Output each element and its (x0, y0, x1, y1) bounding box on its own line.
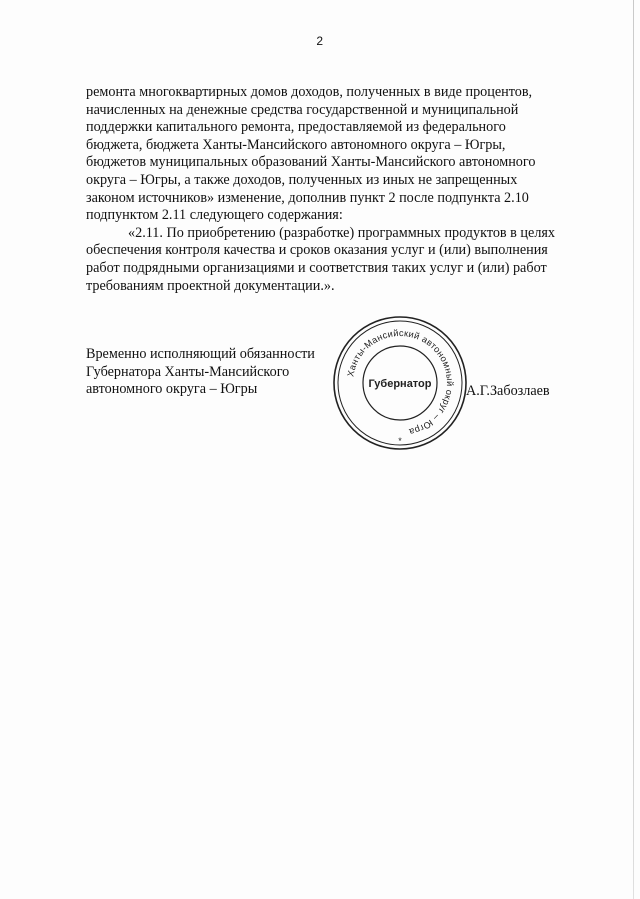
paragraph-2 (86, 225, 577, 295)
stamp-star-icon: * (398, 436, 402, 446)
position-line: Временно исполняющий обязанности (86, 346, 315, 362)
text-line: работ подрядными организациями и соответствия таких услуг и (или) работ (86, 259, 547, 276)
text-line: обеспечения контроля качества и сроков оказания услуг и (или) выполнения (86, 242, 548, 259)
stamp-ring-textpath: Ханты-Мансийский автономный округ – Югра (345, 327, 456, 438)
text-line: поддержки капитального ремонта, предоставляемой из федерального (86, 119, 506, 136)
text-line: требованиям проектной документации.». (86, 277, 335, 294)
official-stamp (331, 314, 469, 452)
page-number: 2 (316, 34, 324, 48)
scan-edge (633, 0, 634, 899)
paragraph-1 (86, 84, 577, 225)
text-line: «2.11. По приобретению (разработке) программных продуктов в целях (128, 224, 556, 241)
body-text (86, 84, 577, 295)
position-line: автономного округа – Югры (86, 381, 258, 398)
text-line: законом источников» изменение, дополнив пункт 2 после подпункта 2.10 (86, 189, 529, 206)
text-line: начисленных на денежные средства государственной и муниципальной (86, 101, 519, 118)
position-line: Губернатора Ханты-Мансийского (86, 363, 290, 380)
text-line: бюджетов муниципальных образований Ханты-Мансийского автономного (86, 154, 536, 171)
signer-name: А.Г.Забозлаев (466, 383, 550, 399)
signatory-position (86, 346, 315, 399)
text-line: подпунктом 2.11 следующего содержания: (86, 207, 343, 224)
text-line: ремонта многоквартирных домов доходов, полученных в виде процентов, (86, 84, 533, 100)
text-line: округа – Югры, а также доходов, полученных из иных не запрещенных (86, 171, 518, 188)
text-line: бюджета, бюджета Ханты-Мансийского автономного округа – Югры, (86, 136, 506, 153)
stamp-center-text: Губернатор (368, 378, 432, 390)
stamp-seal (331, 314, 469, 452)
